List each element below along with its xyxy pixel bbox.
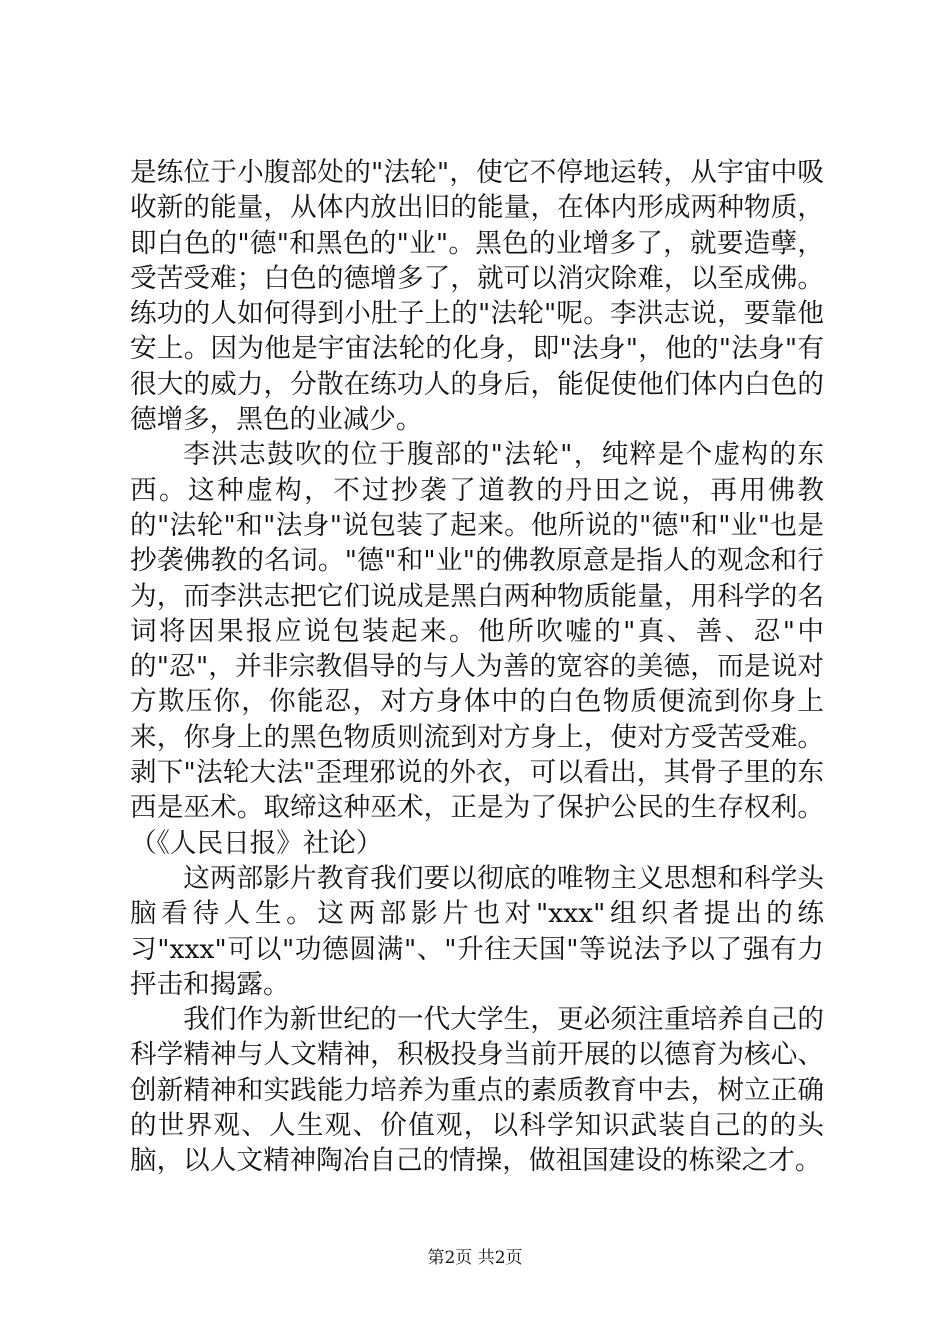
paragraph-3: 这两部影片教育我们要以彻底的唯物主义思想和科学头脑看待人生。这两部影片也对"xxx"组织者提出的练习"xxx"可以"功德圆满"、"升往天国"等说法予以了强有力抨击和揭露。 xyxy=(130,862,824,1000)
paragraph-2: 李洪志鼓吹的位于腹部的"法轮"，纯粹是个虚构的东西。这种虚构，不过抄袭了道教的丹田之说，再用佛教的"法轮"和"法身"说包装了起来。他所说的"德"和"业"也是抄袭佛教的名词。"德"和"业"的佛教原意是指人的观念和行为，而李洪志把它们说成是黑白两种物质能量，用科学的名词将因果报应说包装起来。他所吹嘘的"真、善、忍"中的"忍"，并非宗教倡导的与人为善的宽容的美德，而是说对方欺压你，你能忍，对方身体中的白色物质便流到你身上来，你身上的黑色物质则流到对方身上，使对方受苦受难。剥下"法轮大法"歪理邪说的外衣，可以看出，其骨子里的东西是巫术。取缔这种巫术，正是为了保护公民的生存权利。（《人民日报》社论） xyxy=(130,439,824,859)
paragraph-4: 我们作为新世纪的一代大学生，更必须注重培养自己的科学精神与人文精神，积极投身当前开展的以德育为核心、创新精神和实践能力培养为重点的素质教育中去，树立正确的世界观、人生观、价值观，以科学知识武装自己的的头脑，以人文精神陶冶自己的情操，做祖国建设的栋梁之才。 xyxy=(130,1004,824,1177)
page-number-label: 第2页 共2页 xyxy=(427,1248,523,1268)
page-footer xyxy=(0,1243,950,1268)
paragraph-1: 是练位于小腹部处的"法轮"，使它不停地运转，从宇宙中吸收新的能量，从体内放出旧的能量，在体内形成两种物质，即白色的"德"和黑色的"业"。黑色的业增多了，就要造孽，受苦受难；白色的德增多了，就可以消灾除难，以至成佛。练功的人如何得到小肚子上的"法轮"呢。李洪志说，要靠他安上。因为他是宇宙法轮的化身，即"法身"，他的"法身"有很大的威力，分散在练功人的身后，能促使他们体内白色的德增多，黑色的业减少。 xyxy=(130,157,824,436)
document-body xyxy=(130,155,824,1179)
